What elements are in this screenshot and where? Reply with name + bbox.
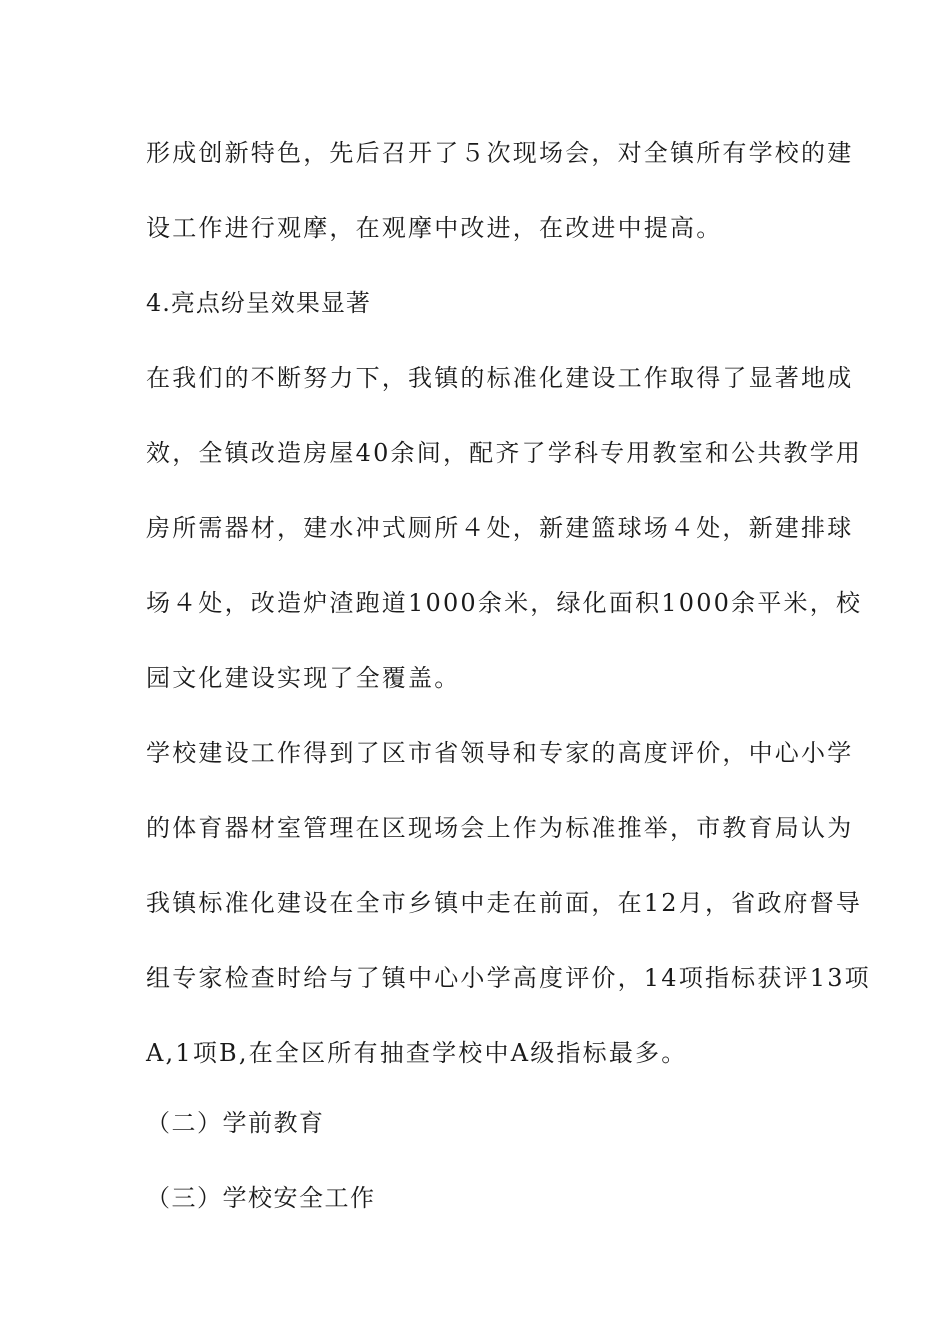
paragraph-line: 形成创新特色，先后召开了５次现场会，对全镇所有学校的建 [146, 139, 854, 167]
paragraph-line: 在我们的不断努力下，我镇的标准化建设工作取得了显著地成 [146, 364, 854, 392]
paragraph-line: 场４处，改造炉渣跑道1000余米，绿化面积1000余平米，校 [146, 589, 863, 617]
paragraph-line: 的体育器材室管理在区现场会上作为标准推举，市教育局认为 [146, 814, 854, 842]
paragraph-line: A,1项B,在全区所有抽查学校中A级指标最多。 [146, 1039, 688, 1067]
paragraph-line: 房所需器材，建水冲式厕所４处，新建篮球场４处，新建排球 [146, 514, 854, 542]
section-heading: 4.亮点纷呈效果显著 [146, 289, 371, 317]
paragraph-line: 设工作进行观摩，在观摩中改进，在改进中提高。 [146, 214, 723, 242]
paragraph-line: 学校建设工作得到了区市省领导和专家的高度评价，中心小学 [146, 739, 854, 767]
subsection-heading-preschool: （二）学前教育 [146, 1109, 325, 1137]
paragraph-line: 组专家检查时给与了镇中心小学高度评价，14项指标获评13项 [146, 964, 871, 992]
paragraph-line: 园文化建设实现了全覆盖。 [146, 664, 461, 692]
paragraph-line: 效，全镇改造房屋40余间，配齐了学科专用教室和公共教学用 [146, 439, 863, 467]
paragraph-line: 我镇标准化建设在全市乡镇中走在前面，在12月，省政府督导 [146, 889, 863, 917]
subsection-heading-safety: （三）学校安全工作 [146, 1184, 376, 1212]
